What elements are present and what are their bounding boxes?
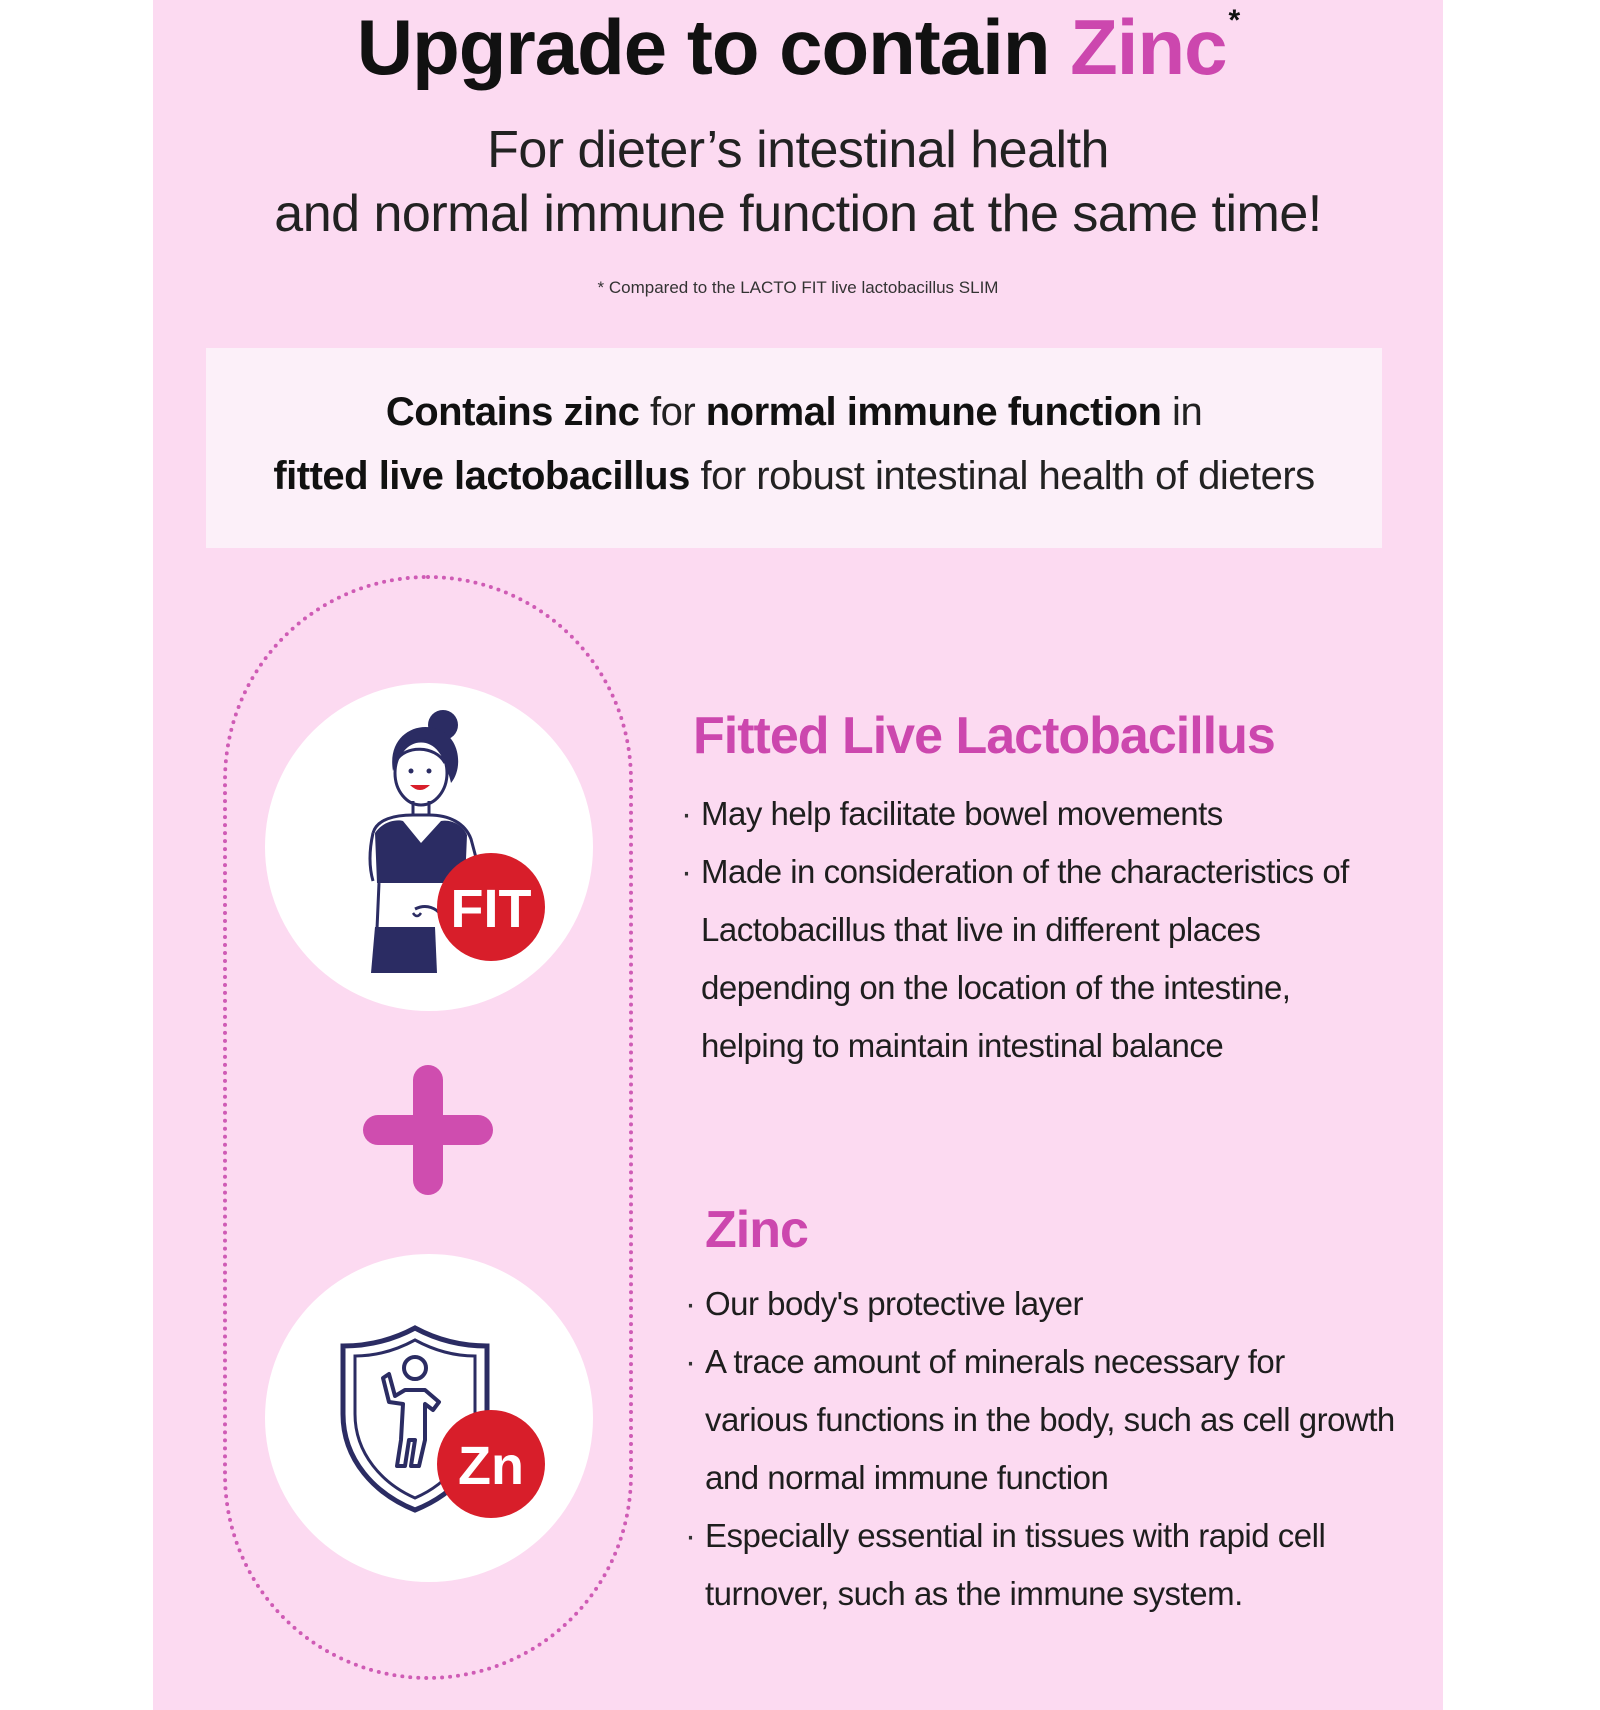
zinc-bullet-list (685, 1275, 1395, 1623)
page-title (153, 2, 1443, 93)
list-item: · Made in consideration of the characteristics of Lactobacillus that live in different places depending on the location of the intestine, helping to maintain intestinal balance (681, 843, 1391, 1075)
subtitle (153, 118, 1443, 246)
zn-badge-label: Zn (458, 1436, 524, 1496)
section-title-zinc: Zinc (705, 1201, 808, 1259)
fit-woman-icon (265, 683, 593, 1011)
list-item: · May help facilitate bowel movements (681, 785, 1391, 843)
summary-phrase: Contains zinc (385, 390, 640, 434)
title-highlight: Zinc (1070, 3, 1227, 91)
plus-icon (363, 1115, 493, 1145)
summary-phrase: in (1161, 390, 1203, 434)
summary-box (206, 348, 1382, 548)
title-footnote-mark: * (1228, 4, 1240, 37)
lactobacillus-bullet-list (681, 785, 1391, 1075)
list-item: · Our body's protective layer (685, 1275, 1395, 1333)
zinc-illustration-circle (265, 1254, 593, 1582)
summary-phrase: for (639, 390, 706, 434)
summary-line-2 (206, 454, 1382, 499)
list-item: · A trace amount of minerals necessary for various functions in the body, such as cell growth and normal immune function (685, 1333, 1395, 1507)
section-title-lactobacillus: Fitted Live Lactobacillus (693, 707, 1275, 765)
summary-phrase: fitted live lactobacillus (273, 454, 690, 498)
promo-panel (153, 0, 1443, 1710)
subtitle-line-1: For dieter’s intestinal health (487, 121, 1109, 179)
fit-illustration-circle (265, 683, 593, 1011)
list-item: · Especially essential in tissues with rapid cell turnover, such as the immune system. (685, 1507, 1395, 1623)
title-main: Upgrade to contain (356, 3, 1071, 91)
footnote: * Compared to the LACTO FIT live lactobacillus SLIM (597, 278, 999, 297)
summary-phrase: normal immune function (705, 390, 1162, 434)
fit-badge-label: FIT (450, 879, 532, 939)
summary-phrase: for robust intestinal health of dieters (689, 454, 1315, 498)
summary-line-1 (206, 390, 1382, 435)
shield-person-icon (265, 1254, 593, 1582)
subtitle-line-2: and normal immune function at the same time! (274, 185, 1322, 243)
